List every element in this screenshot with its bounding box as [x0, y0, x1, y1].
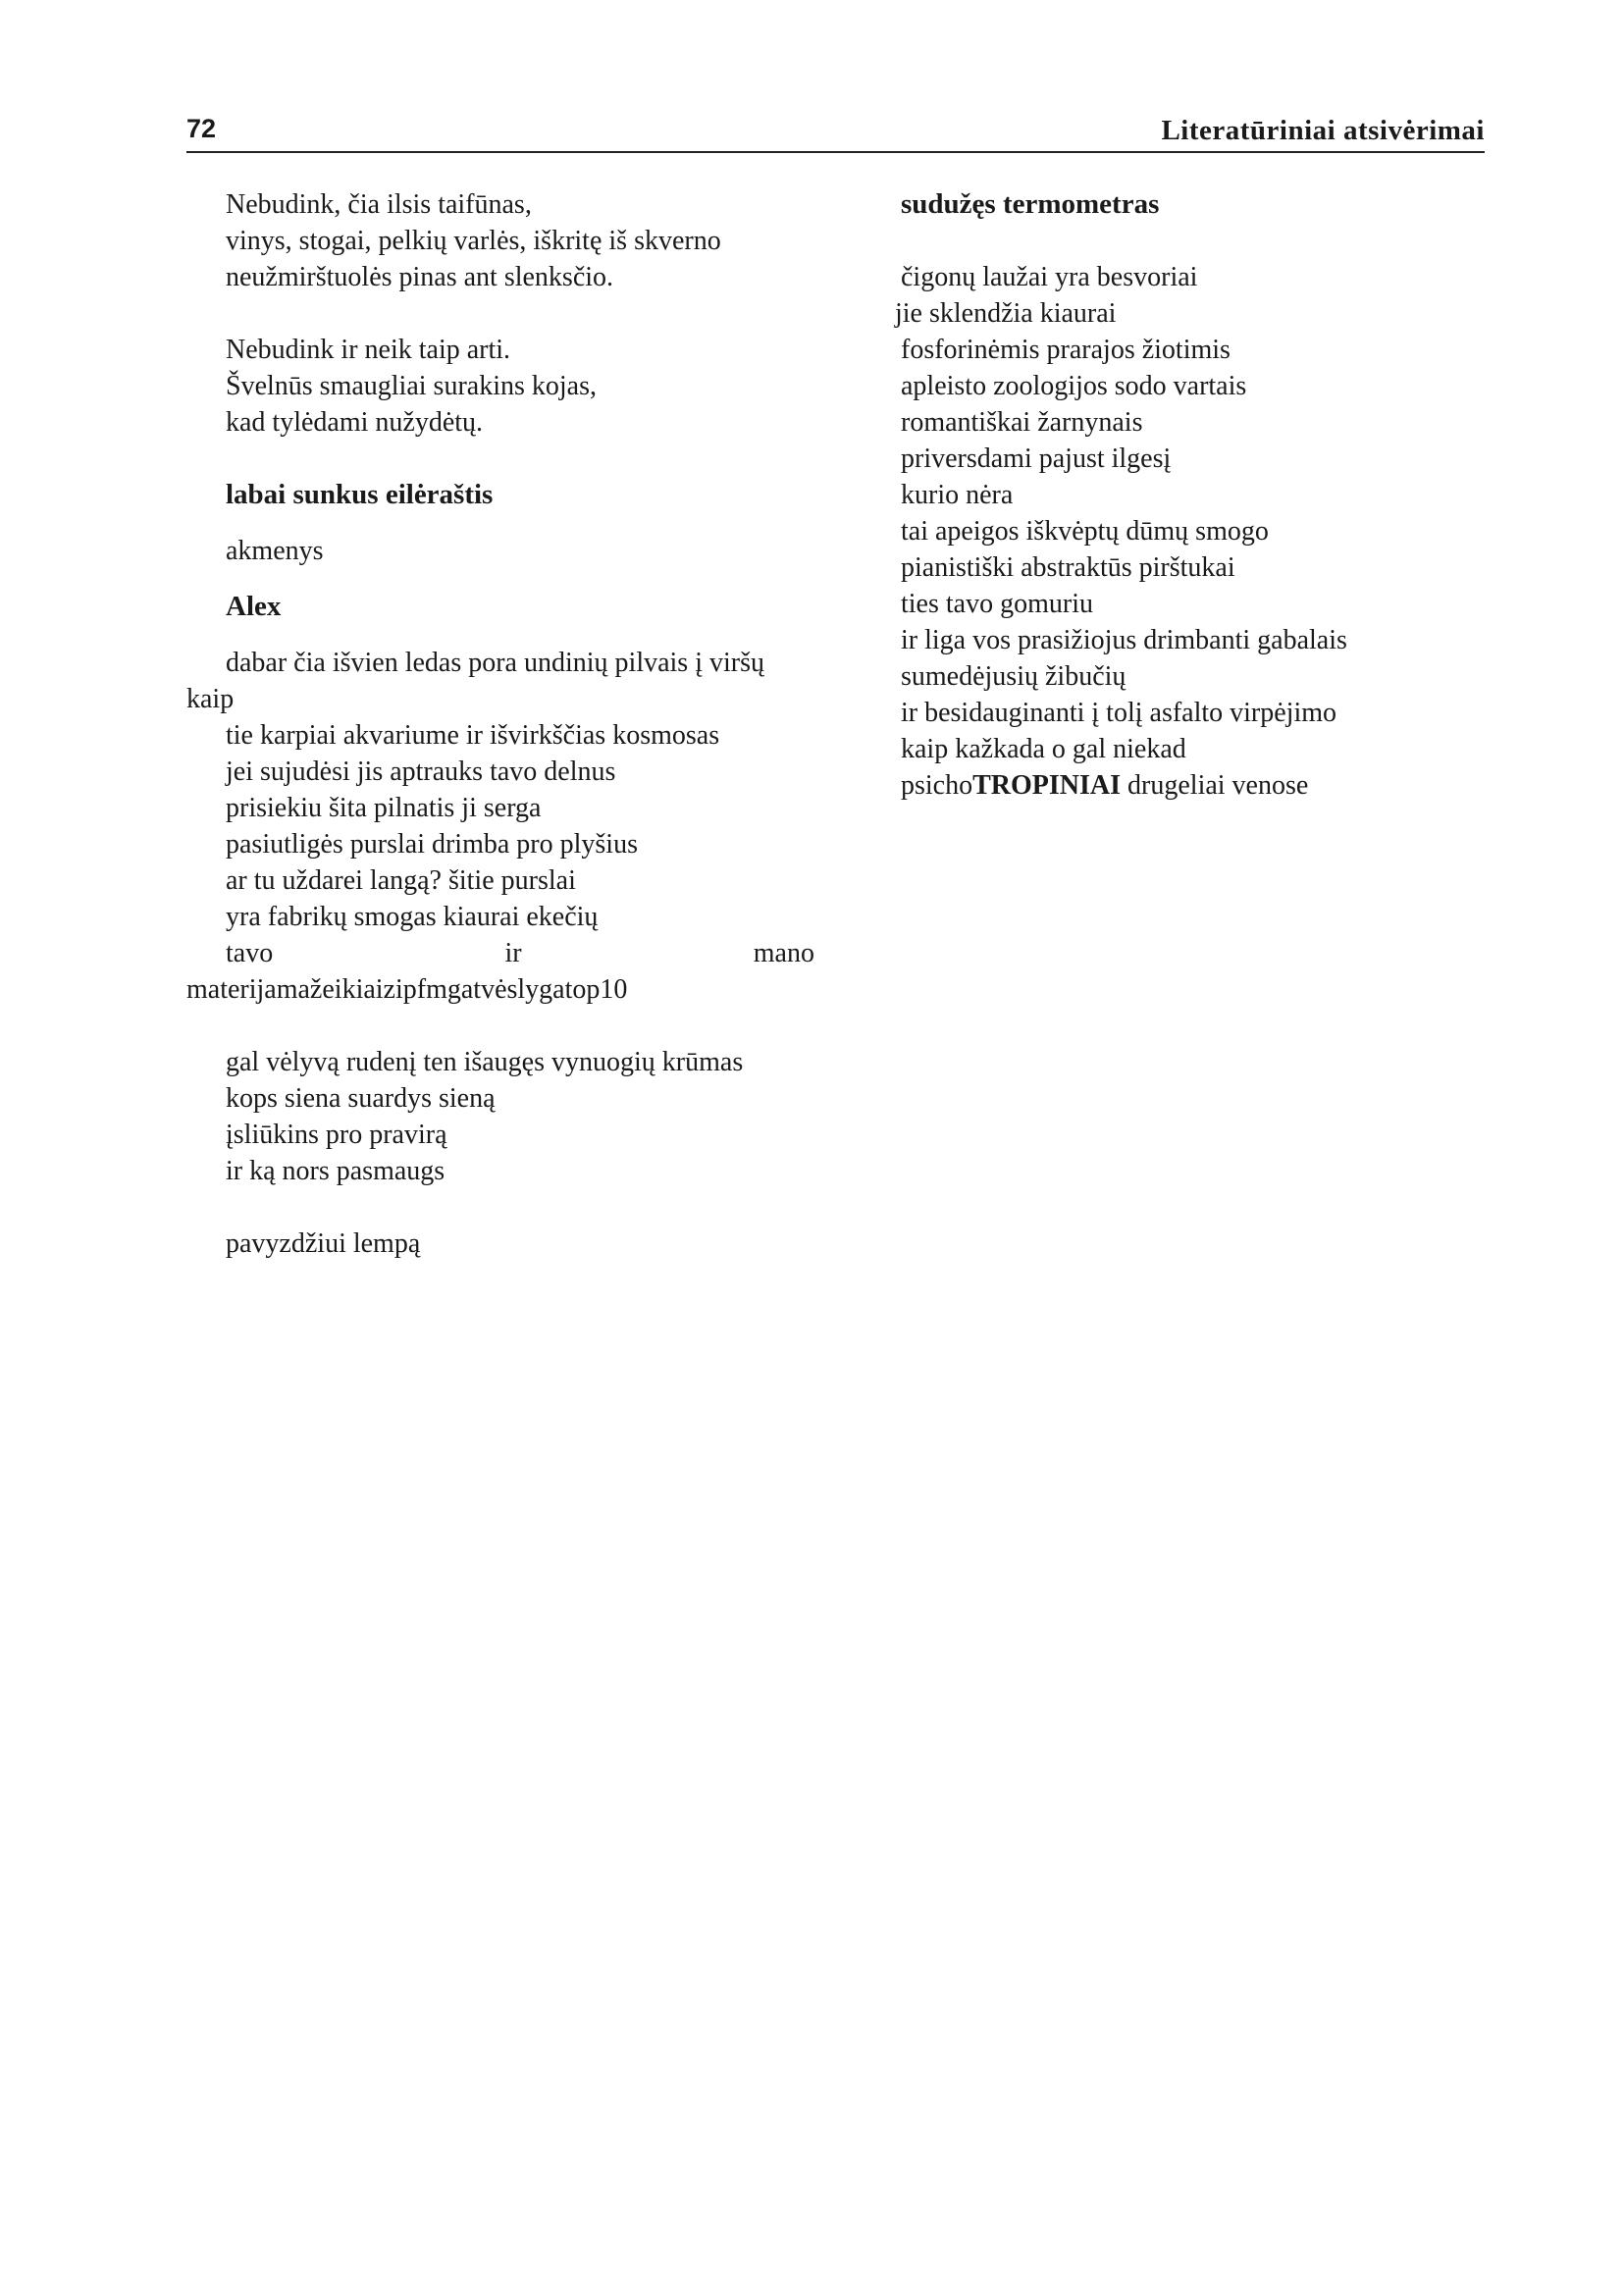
prefix-text: psicho — [901, 770, 973, 801]
suffix-text: drugeliai venose — [1121, 770, 1309, 801]
poem2-title: labai sunkus eilėraštis — [226, 479, 494, 510]
justified-line — [186, 935, 814, 971]
poem-line: kaip kažkada o gal niekad — [901, 734, 1186, 764]
word: tavo — [226, 938, 274, 968]
poem3-stanza2 — [186, 1044, 814, 1189]
poem-line: neužmirštuolės pinas ant slenksčio. — [226, 262, 614, 292]
poem-line: Nebudink ir neik taip arti. — [226, 335, 511, 365]
poem-line: pasiutligės purslai drimba pro plyšius — [226, 829, 638, 860]
poem-line: vinys, stogai, pelkių varlės, iškritę iš skverno — [226, 226, 721, 256]
poem-line: ir besidauginanti į tolį asfalto virpėjimo — [901, 698, 1337, 728]
poem1-stanza1 — [186, 186, 814, 295]
word: ir — [504, 938, 522, 968]
poem-line-continuation: kaip — [186, 684, 235, 714]
poem4-body — [895, 259, 1484, 804]
poem-line: prisiekiu šita pilnatis ji serga — [226, 793, 542, 823]
poem-line: jie sklendžia kiaurai — [895, 298, 1117, 329]
right-column — [895, 186, 1484, 804]
poem3-stanza1 — [186, 645, 814, 1008]
poem-long-line: materijamažeikiaizipfmgatvėslygatop10 — [186, 974, 628, 1005]
poem-line: kops siena suardys sieną — [226, 1083, 496, 1114]
poem-line: sumedėjusių žibučių — [901, 661, 1126, 692]
poem-line: kurio nėra — [901, 480, 1014, 510]
left-column — [186, 186, 814, 1262]
poem-line: tie karpiai akvariume ir išvirkščias kosmosas — [226, 720, 720, 751]
bold-word: TROPINIAI — [972, 770, 1122, 801]
poem1-stanza2 — [186, 332, 814, 441]
poem-line: kad tylėdami nužydėtų. — [226, 407, 484, 438]
running-title: Literatūriniai atsivėrimai — [1161, 115, 1485, 146]
poem-line: Švelnūs smaugliai surakins kojas, — [226, 371, 597, 401]
poem-line: ir liga vos prasižiojus drimbanti gabalais — [901, 625, 1347, 655]
poem-line: įsliūkins pro pravirą — [226, 1120, 447, 1150]
poem-final-line: pavyzdžiui lempą — [226, 1228, 421, 1259]
poem-last-line — [895, 767, 1484, 804]
poem-line: jei sujudėsi jis aptrauks tavo delnus — [226, 756, 616, 787]
poem2-text: akmenys — [226, 536, 324, 566]
page-number: 72 — [186, 114, 217, 143]
header-rule — [186, 151, 1485, 153]
poem-line: pianistiški abstraktūs pirštukai — [901, 552, 1235, 583]
poem-line: ir ką nors pasmaugs — [226, 1156, 445, 1186]
poem-line: gal vėlyvą rudenį ten išaugęs vynuogių krūmas — [226, 1047, 744, 1077]
poem-line: fosforinėmis prarajos žiotimis — [901, 335, 1231, 365]
poem-line: romantiškai žarnynais — [901, 407, 1143, 438]
poem-line: Nebudink, čia ilsis taifūnas, — [226, 189, 532, 220]
poem-line: čigonų laužai yra besvoriai — [901, 262, 1198, 292]
poem4-title: sudužęs termometras — [901, 188, 1160, 220]
word: mano — [753, 938, 814, 968]
poem-line: tai apeigos iškvėptų dūmų smogo — [901, 516, 1269, 547]
poem-line: yra fabrikų smogas kiaurai ekečių — [226, 902, 599, 932]
poem-line: apleisto zoologijos sodo vartais — [901, 371, 1247, 401]
poem-line: ar tu uždarei langą? šitie purslai — [226, 865, 576, 896]
poem-line: priversdami pajust ilgesį — [901, 443, 1172, 474]
poem-line: dabar čia išvien ledas pora undinių pilvais į viršų — [226, 648, 764, 678]
poem-line: ties tavo gomuriu — [901, 589, 1093, 619]
poem3-title: Alex — [226, 591, 282, 622]
